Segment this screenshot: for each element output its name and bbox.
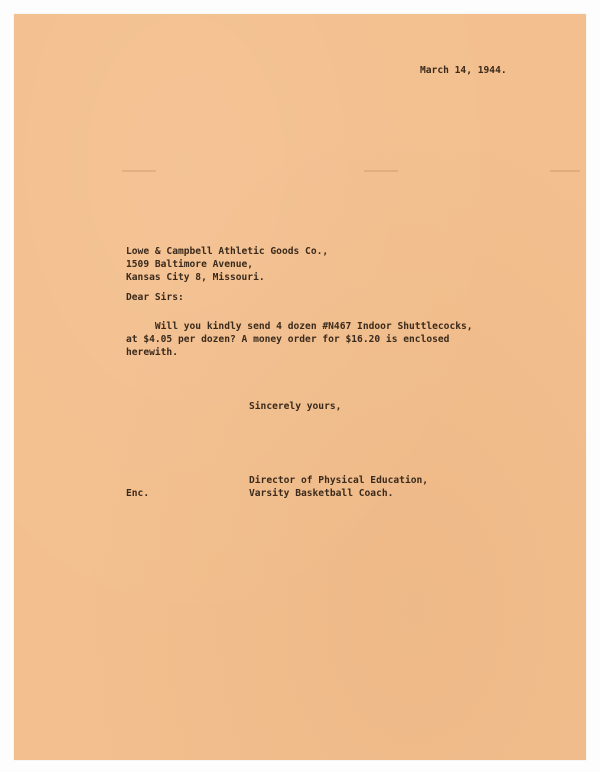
complimentary-closing: Sincerely yours, bbox=[249, 401, 342, 412]
signature-line: Varsity Basketball Coach. bbox=[249, 488, 394, 499]
enclosure-notation: Enc. bbox=[126, 488, 150, 499]
show-through-mark bbox=[364, 170, 398, 172]
letter-page bbox=[14, 14, 586, 760]
signature-line: Director of Physical Education, bbox=[249, 475, 429, 486]
body-line: herewith. bbox=[126, 347, 178, 358]
body-line: Will you kindly send 4 dozen #N467 Indoor Shuttlecocks, bbox=[126, 321, 473, 332]
recipient-line: 1509 Baltimore Avenue, bbox=[126, 259, 254, 270]
show-through-mark bbox=[122, 170, 156, 172]
recipient-address bbox=[126, 245, 328, 284]
letter-body bbox=[126, 320, 473, 359]
salutation: Dear Sirs: bbox=[126, 292, 184, 303]
recipient-line: Lowe & Campbell Athletic Goods Co., bbox=[126, 246, 329, 257]
show-through-mark bbox=[550, 170, 580, 172]
body-line: at $4.05 per dozen? A money order for $16.20 is enclosed bbox=[126, 334, 450, 345]
signature-block bbox=[249, 474, 428, 500]
recipient-line: Kansas City 8, Missouri. bbox=[126, 272, 265, 283]
letter-date: March 14, 1944. bbox=[420, 65, 507, 76]
